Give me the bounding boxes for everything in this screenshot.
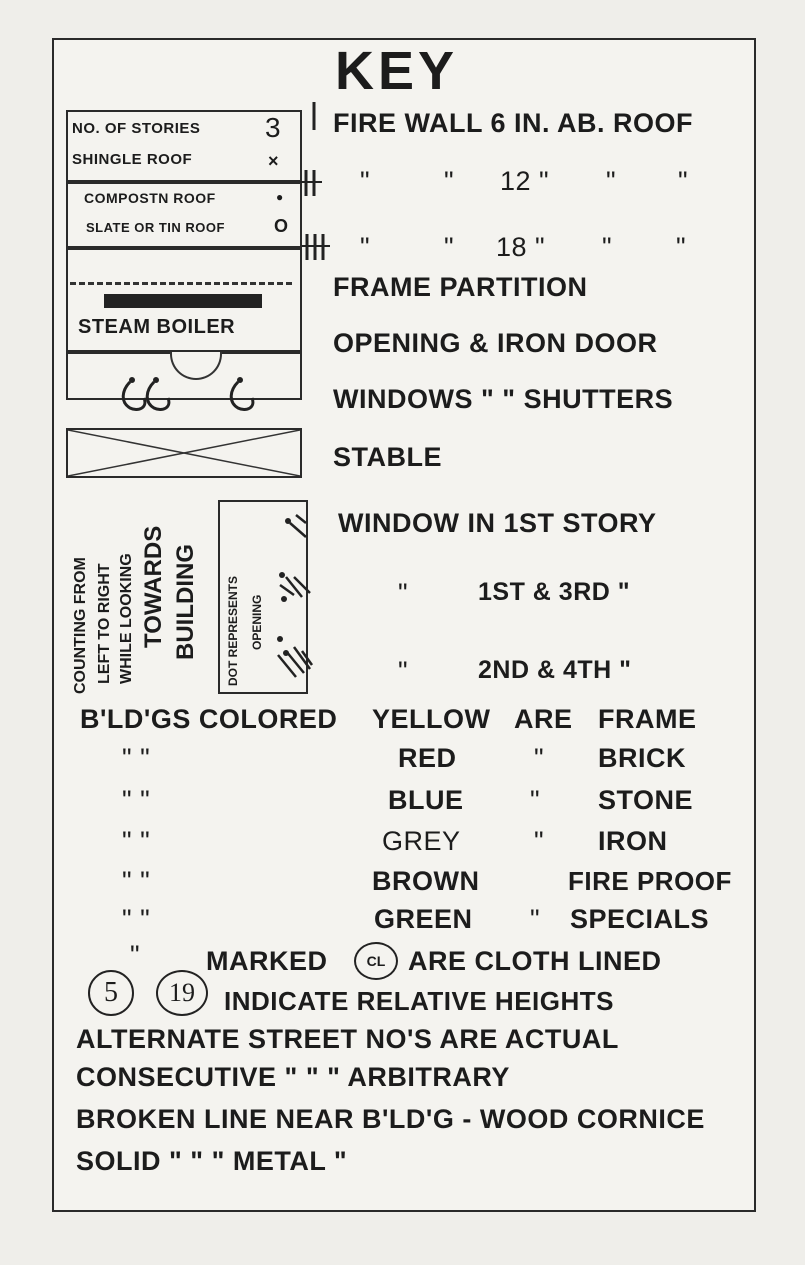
counting-line-1: COUNTING FROM [72, 557, 89, 694]
opening-iron-door: OPENING & IRON DOOR [333, 328, 658, 358]
note-line: SOLID " " " METAL " [76, 1146, 348, 1176]
color-row-material: FRAME [598, 704, 697, 734]
color-row-color: GREY [382, 826, 461, 856]
fire18-ditto-c: " [602, 232, 613, 262]
cloth-ditto: " [130, 940, 141, 970]
shingle-mark: × [268, 151, 280, 171]
fire12-number: 12 " [500, 166, 550, 196]
shutter-symbols [110, 372, 270, 428]
fire-wall-tick-3 [302, 232, 330, 262]
fire12-ditto-c: " [606, 166, 617, 196]
compostn-label: COMPOSTN ROOF [84, 190, 216, 206]
color-row-material: BRICK [598, 743, 686, 773]
frame-partition: FRAME PARTITION [333, 272, 588, 302]
stories-number: 3 [265, 112, 282, 143]
color-row-are: " [530, 785, 541, 815]
color-row-are: " [534, 826, 545, 856]
color-row-color: BLUE [388, 785, 464, 815]
boiler-label: STEAM BOILER [78, 316, 236, 338]
dot-represents-2: OPENING [250, 594, 264, 650]
counting-line-2: LEFT TO RIGHT [96, 563, 113, 684]
stories-label: NO. OF STORIES [72, 120, 201, 137]
color-row-material: STONE [598, 785, 694, 815]
color-row-material: SPECIALS [570, 904, 710, 934]
towards-label: TOWARDS [140, 525, 167, 648]
dot-represents-1: DOT REPRESENTS [226, 575, 240, 686]
height-circle-5: 5 [88, 970, 134, 1016]
fire12-ditto-d: " [678, 166, 689, 196]
dashed-line [70, 282, 292, 285]
counting-line-3: WHILE LOOKING [118, 553, 135, 684]
window-13-ditto: " [398, 578, 409, 608]
window-1st-3rd: 1ST & 3RD " [478, 578, 631, 606]
key-title: KEY [335, 41, 459, 101]
color-row-lead: B'LD'GS COLORED [80, 704, 338, 734]
fire12-ditto-b: " [444, 166, 455, 196]
color-row-lead: " " [122, 785, 151, 815]
window-2nd-4th: 2ND & 4TH " [478, 656, 632, 684]
window-1st-story: WINDOW IN 1ST STORY [338, 508, 657, 538]
color-row-color: RED [398, 743, 457, 773]
fire-wall-tick-2 [300, 168, 324, 198]
color-row-material: FIRE PROOF [568, 866, 732, 896]
cloth-marked: MARKED [206, 946, 328, 976]
window-24-ditto: " [398, 656, 409, 686]
fire12-ditto-a: " [360, 166, 371, 196]
boiler-bar [104, 294, 262, 308]
fire-wall-6: FIRE WALL 6 IN. AB. ROOF [333, 108, 694, 138]
cloth-lined-text: ARE CLOTH LINED [408, 946, 662, 976]
windows-shutters: WINDOWS " " SHUTTERS [333, 384, 674, 414]
note-line: ALTERNATE STREET NO'S ARE ACTUAL [76, 1024, 619, 1054]
heights-text: INDICATE RELATIVE HEIGHTS [224, 986, 614, 1016]
slate-mark: O [274, 216, 289, 236]
color-row-are: " [530, 904, 541, 934]
color-row-lead: " " [122, 866, 151, 896]
color-row-are: ARE [514, 704, 573, 734]
color-row-color: YELLOW [372, 704, 491, 734]
fire18-ditto-d: " [676, 232, 687, 262]
color-row-lead: " " [122, 826, 151, 856]
shingle-label: SHINGLE ROOF [72, 151, 193, 168]
stable-cross [68, 430, 300, 476]
compostn-mark: ● [276, 190, 284, 204]
fire18-number: 18 " [496, 232, 546, 262]
cloth-lined-symbol: CL [354, 942, 398, 980]
note-line: BROKEN LINE NEAR B'LD'G - WOOD CORNICE [76, 1104, 705, 1134]
fire18-ditto-a: " [360, 232, 371, 262]
color-row-are: " [534, 743, 545, 773]
color-row-lead: " " [122, 743, 151, 773]
slate-label: SLATE OR TIN ROOF [86, 220, 225, 235]
window-symbols [272, 505, 316, 695]
color-row-color: BROWN [372, 866, 480, 896]
color-row-lead: " " [122, 904, 151, 934]
color-row-color: GREEN [374, 904, 473, 934]
fire-wall-tick-1 [306, 100, 326, 134]
color-row-material: IRON [598, 826, 668, 856]
height-circle-19: 19 [156, 970, 208, 1016]
fire18-ditto-b: " [444, 232, 455, 262]
stable-label: STABLE [333, 442, 442, 472]
building-label: BUILDING [172, 544, 199, 660]
note-line: CONSECUTIVE " " " ARBITRARY [76, 1062, 510, 1092]
